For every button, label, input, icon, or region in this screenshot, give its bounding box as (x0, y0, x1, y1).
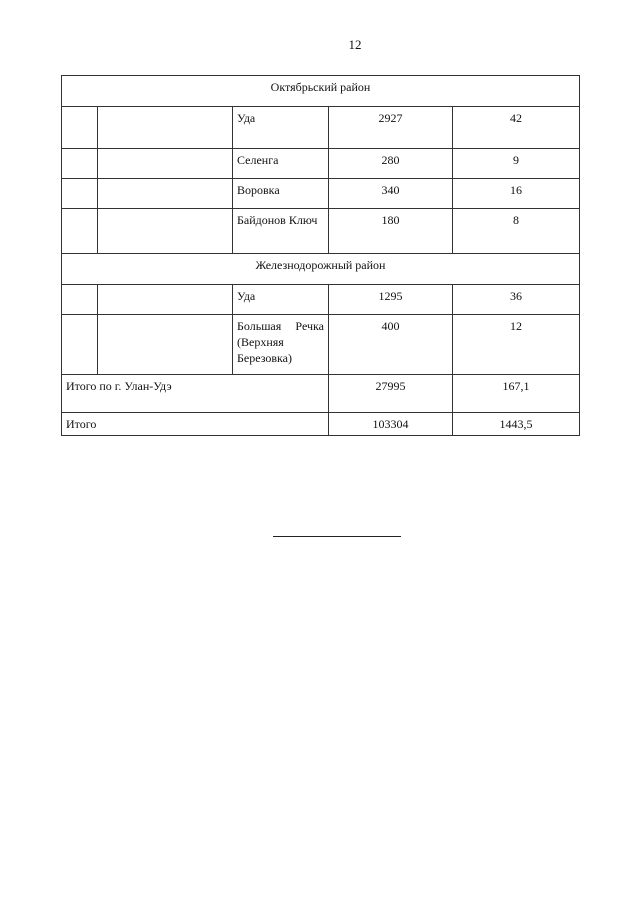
empty-cell (98, 179, 233, 209)
section-title: Октябрьский район (62, 76, 580, 107)
empty-cell (62, 209, 98, 254)
table-row (62, 179, 580, 209)
value-cell: 2927 (329, 107, 453, 149)
section-title: Железнодорожный район (62, 254, 580, 285)
value-cell: 280 (329, 149, 453, 179)
empty-cell (98, 315, 233, 375)
river-name-cell: Уда (233, 107, 329, 149)
value-cell: 42 (453, 107, 580, 149)
table-row (62, 285, 580, 315)
total-row (62, 375, 580, 413)
value-cell: 400 (329, 315, 453, 375)
table-row (62, 315, 580, 375)
total-row (62, 413, 580, 436)
value-cell: 8 (453, 209, 580, 254)
total-value-cell: 103304 (329, 413, 453, 436)
total-value-cell: 167,1 (453, 375, 580, 413)
value-cell: 12 (453, 315, 580, 375)
empty-cell (62, 179, 98, 209)
empty-cell (62, 285, 98, 315)
table-row (62, 209, 580, 254)
empty-cell (62, 107, 98, 149)
empty-cell (98, 285, 233, 315)
total-value-cell: 1443,5 (453, 413, 580, 436)
total-label-cell: Итого (62, 413, 329, 436)
value-cell: 340 (329, 179, 453, 209)
table-row (62, 107, 580, 149)
rivers-table (61, 75, 580, 436)
river-name-cell: Большая Речка (Верхняя Березовка) (233, 315, 329, 375)
value-cell: 180 (329, 209, 453, 254)
value-cell: 9 (453, 149, 580, 179)
section-header-row (62, 254, 580, 285)
end-separator-line (273, 536, 401, 537)
empty-cell (98, 107, 233, 149)
total-label-cell: Итого по г. Улан-Удэ (62, 375, 329, 413)
empty-cell (98, 149, 233, 179)
river-name-cell: Байдонов Ключ (233, 209, 329, 254)
river-name-cell: Уда (233, 285, 329, 315)
table-row (62, 149, 580, 179)
value-cell: 36 (453, 285, 580, 315)
page-number: 12 (348, 37, 362, 52)
section-header-row (62, 76, 580, 107)
empty-cell (98, 209, 233, 254)
total-value-cell: 27995 (329, 375, 453, 413)
value-cell: 1295 (329, 285, 453, 315)
value-cell: 16 (453, 179, 580, 209)
river-name-cell: Воровка (233, 179, 329, 209)
empty-cell (62, 149, 98, 179)
river-name-cell: Селенга (233, 149, 329, 179)
empty-cell (62, 315, 98, 375)
